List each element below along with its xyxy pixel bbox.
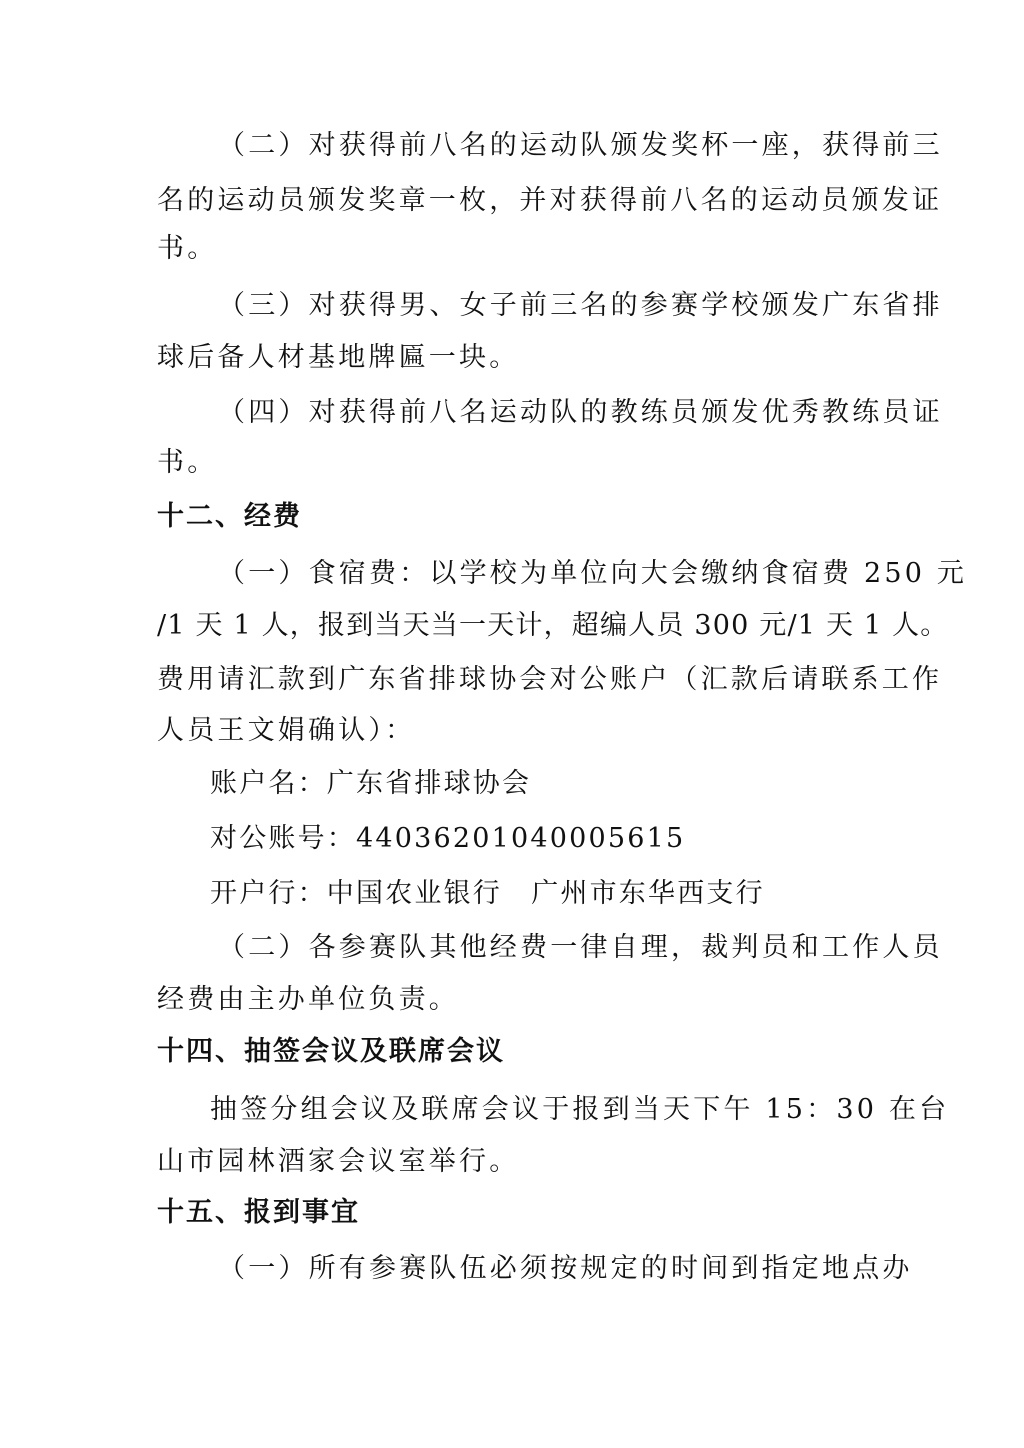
paragraph-line: 书。 (157, 447, 218, 478)
paragraph-line: （四）对获得前八名运动队的教练员颁发优秀教练员证 (218, 397, 943, 428)
paragraph-line: 名的运动员颁发奖章一枚，并对获得前八名的运动员颁发证 (157, 185, 943, 216)
paragraph-line: 人员王文娟确认）： (157, 715, 416, 746)
paragraph-line: 经费由主办单位负责。 (157, 984, 459, 1015)
section-heading: 十四、抽签会议及联席会议 (157, 1036, 505, 1067)
paragraph-line: 抽签分组会议及联席会议于报到当天下午 15：30 在台 (210, 1094, 950, 1125)
paragraph-line: 球后备人材基地牌匾一块。 (157, 342, 520, 373)
paragraph-line: （三）对获得男、女子前三名的参赛学校颁发广东省排 (218, 290, 943, 321)
paragraph-line: 山市园林酒家会议室举行。 (157, 1146, 520, 1177)
paragraph-line: （一）所有参赛队伍必须按规定的时间到指定地点办 (218, 1253, 913, 1284)
paragraph-line: 费用请汇款到广东省排球协会对公账户（汇款后请联系工作 (157, 664, 943, 695)
section-heading: 十二、经费 (157, 501, 302, 532)
paragraph-line: 书。 (157, 233, 218, 264)
paragraph-line: （二）各参赛队其他经费一律自理，裁判员和工作人员 (218, 932, 943, 963)
section-heading: 十五、报到事宜 (157, 1197, 360, 1228)
paragraph-line: （一）食宿费：以学校为单位向大会缴纳食宿费 250 元 (218, 558, 968, 589)
account-name-line: 账户名：广东省排球协会 (210, 768, 532, 799)
paragraph-line: （二）对获得前八名的运动队颁发奖杯一座，获得前三 (218, 130, 943, 161)
account-number-line: 对公账号：44036201040005615 (210, 823, 686, 854)
bank-branch-line: 开户行：中国农业银行 广州市东华西支行 (210, 878, 765, 909)
paragraph-line: /1 天 1 人，报到当天当一天计，超编人员 300 元/1 天 1 人。 (157, 610, 949, 641)
